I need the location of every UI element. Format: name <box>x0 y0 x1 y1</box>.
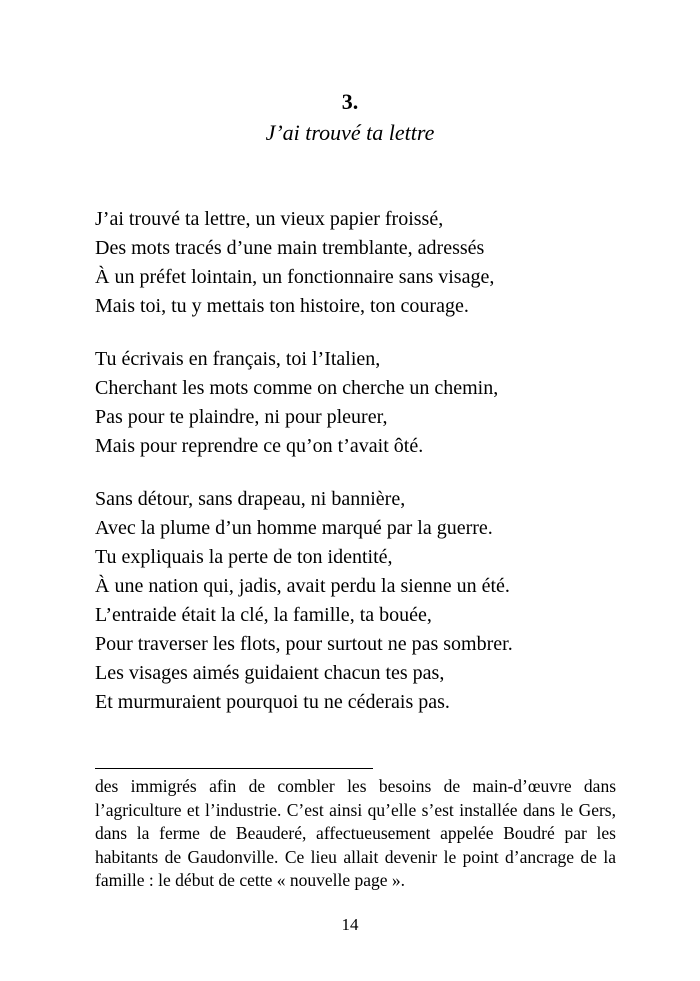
poem-line: Sans détour, sans drapeau, ni bannière, <box>95 488 406 510</box>
poem-line: L’entraide était la clé, la famille, ta bouée, <box>95 604 432 626</box>
poem-line: À une nation qui, jadis, avait perdu la sienne un été. <box>95 575 510 597</box>
poem-line: Des mots tracés d’une main tremblante, adressés <box>95 237 485 259</box>
poem-line: Tu écrivais en français, toi l’Italien, <box>95 348 381 370</box>
footnote-separator <box>95 768 373 769</box>
poem-line: Pour traverser les flots, pour surtout ne pas sombrer. <box>95 633 513 655</box>
chapter-number: 3. <box>341 89 359 114</box>
poem-stanza-3 <box>95 485 655 717</box>
poem-line: J’ai trouvé ta lettre, un vieux papier froissé, <box>95 208 444 230</box>
poem-line: Mais toi, tu y mettais ton histoire, ton courage. <box>95 295 469 317</box>
poem-line: Pas pour te plaindre, ni pour pleurer, <box>95 406 388 428</box>
footnote-text: des immigrés afin de combler les besoins de main-d’œuvre dans l’agriculture et l’industrie. C’est ainsi qu’elle s’est installée dans le Gers, dans la ferme de Beauderé, affectueusement appelée Boudré par les habitants de Gaudonville. Ce lieu allait devenir le point d’ancrage de la famille : le début de cette « nouvelle page ». <box>95 776 616 890</box>
poem-stanza-2 <box>95 345 655 461</box>
poem-line: Cherchant les mots comme on cherche un chemin, <box>95 377 499 399</box>
chapter-title: J’ai trouvé ta lettre <box>265 120 435 145</box>
poem-line: Avec la plume d’un homme marqué par la guerre. <box>95 517 493 539</box>
poem-line: Mais pour reprendre ce qu’on t’avait ôté. <box>95 435 424 457</box>
poem-line: Et murmuraient pourquoi tu ne céderais pas. <box>95 691 450 713</box>
poem-stanza-1 <box>95 205 655 321</box>
poem-line: Les visages aimés guidaient chacun tes pas, <box>95 662 445 684</box>
poem-line: Tu expliquais la perte de ton identité, <box>95 546 393 568</box>
page-number: 14 <box>341 915 359 934</box>
poem-line: À un préfet lointain, un fonctionnaire sans visage, <box>95 266 495 288</box>
